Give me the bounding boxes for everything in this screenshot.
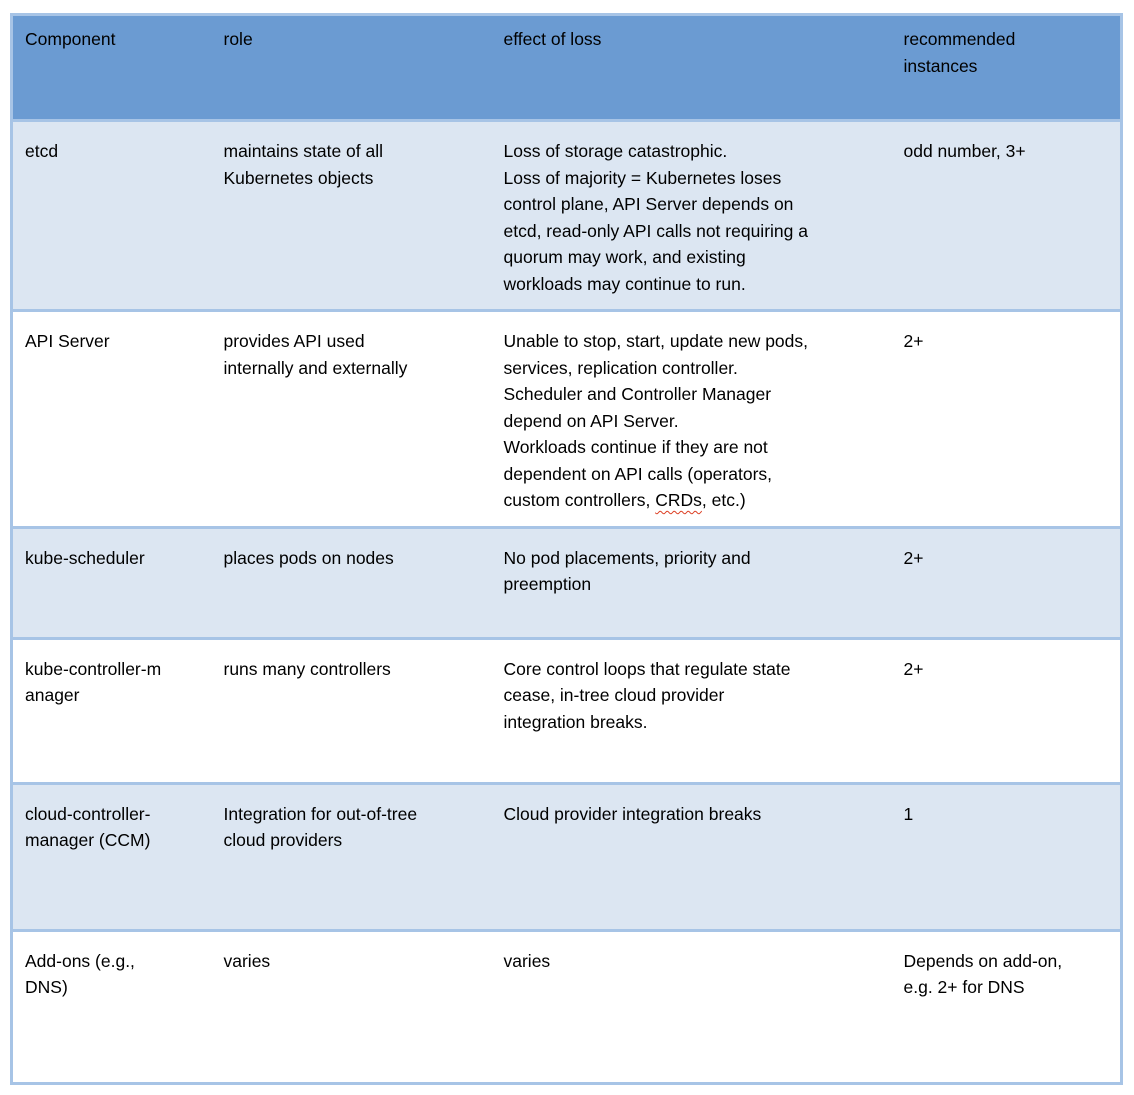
text-line: odd number, 3+ <box>903 141 1026 161</box>
column-header-effect-of-loss <box>492 15 892 121</box>
text-line: Core control loops that regulate state <box>503 658 791 679</box>
text-line: workloads may continue to run. <box>503 273 746 294</box>
text-line: Add-ons (e.g., <box>25 950 135 971</box>
text-line: No pod placements, priority and <box>503 547 751 568</box>
cell-effect-of-loss <box>492 121 892 311</box>
cell-effect-of-loss <box>492 783 892 930</box>
text-line: kube-scheduler <box>25 547 145 568</box>
header-label: role <box>223 29 253 49</box>
text-line: dependent on API calls (operators, <box>503 463 773 484</box>
text-line: e.g. 2+ for DNS <box>903 977 1025 997</box>
kubernetes-components-table <box>10 13 1123 1085</box>
table-row-kube-controller-manager <box>12 638 1122 783</box>
text-line: services, replication controller. <box>503 357 738 378</box>
text-line: Loss of majority = Kubernetes loses <box>503 167 782 188</box>
cell-effect-of-loss <box>492 638 892 783</box>
table-row-kube-scheduler <box>12 527 1122 638</box>
text-line: Cloud provider integration breaks <box>503 803 762 824</box>
cell-component <box>12 527 212 638</box>
cell-recommended-instances <box>892 930 1122 1083</box>
text-line: varies <box>503 950 551 971</box>
cell-role <box>212 638 492 783</box>
cell-recommended-instances <box>892 121 1122 311</box>
text-line: places pods on nodes <box>223 547 394 568</box>
text-line: 2+ <box>903 547 924 568</box>
text-line: Loss of storage catastrophic. <box>503 141 728 161</box>
cell-recommended-instances <box>892 638 1122 783</box>
cell-effect-of-loss <box>492 527 892 638</box>
text-line: internally and externally <box>223 357 408 378</box>
cell-component <box>12 311 212 528</box>
text-line: runs many controllers <box>223 658 391 679</box>
text-line: anager <box>25 685 80 705</box>
table-row-etcd <box>12 121 1122 311</box>
text-line: Depends on add-on, <box>903 950 1063 971</box>
header-label: effect of loss <box>503 29 602 49</box>
header-label: recommended <box>903 29 1016 49</box>
text-line <box>504 487 880 514</box>
cell-component <box>12 638 212 783</box>
text-segment: , etc.) <box>701 490 746 510</box>
text-line: 1 <box>903 803 914 824</box>
cell-role <box>212 783 492 930</box>
text-line: 2+ <box>903 658 924 679</box>
text-line: Workloads continue if they are not <box>503 437 768 457</box>
cell-role <box>212 930 492 1083</box>
text-line: Scheduler and Controller Manager <box>503 384 772 404</box>
text-line: Unable to stop, start, update new pods, <box>503 331 808 351</box>
cell-component <box>12 783 212 930</box>
table-row-cloud-controller-manager <box>12 783 1122 930</box>
text-segment: custom controllers, <box>503 490 656 510</box>
cell-component <box>12 121 212 311</box>
cell-role <box>212 121 492 311</box>
cell-recommended-instances <box>892 527 1122 638</box>
text-line: etcd <box>25 141 59 161</box>
text-line: DNS) <box>25 977 68 997</box>
cell-effect-of-loss <box>492 930 892 1083</box>
header-label: instances <box>903 55 978 76</box>
text-line: varies <box>223 950 271 971</box>
text-line: kube-controller-m <box>25 658 162 679</box>
text-line: cloud providers <box>223 830 343 850</box>
text-line: cloud-controller- <box>25 803 151 824</box>
text-line: manager (CCM) <box>25 830 151 850</box>
text-line: etcd, read-only API calls not requiring a <box>503 220 808 241</box>
cell-recommended-instances <box>892 783 1122 930</box>
text-line: Integration for out-of-tree <box>223 803 418 824</box>
cell-role <box>212 527 492 638</box>
column-header-role <box>212 15 492 121</box>
text-line: quorum may work, and existing <box>503 247 746 267</box>
text-line: provides API used <box>223 331 365 351</box>
cell-recommended-instances <box>892 311 1122 528</box>
table-row-add-ons <box>12 930 1122 1083</box>
header-label: Component <box>25 29 116 49</box>
text-line: Kubernetes objects <box>223 167 374 188</box>
spellcheck-word: CRDs <box>655 490 702 510</box>
text-line: cease, in-tree cloud provider <box>503 685 725 705</box>
text-line: control plane, API Server depends on <box>503 194 794 214</box>
text-line: 2+ <box>903 331 924 351</box>
column-header-recommended-instances <box>892 15 1122 121</box>
column-header-component <box>12 15 212 121</box>
text-line: preemption <box>503 574 592 594</box>
text-line: maintains state of all <box>223 141 384 161</box>
cell-component <box>12 930 212 1083</box>
text-line: depend on API Server. <box>503 410 679 431</box>
cell-effect-of-loss <box>492 311 892 528</box>
header-row <box>12 15 1122 121</box>
text-line: API Server <box>25 331 110 351</box>
table-row-api-server <box>12 311 1122 528</box>
cell-role <box>212 311 492 528</box>
text-line: integration breaks. <box>503 711 648 732</box>
